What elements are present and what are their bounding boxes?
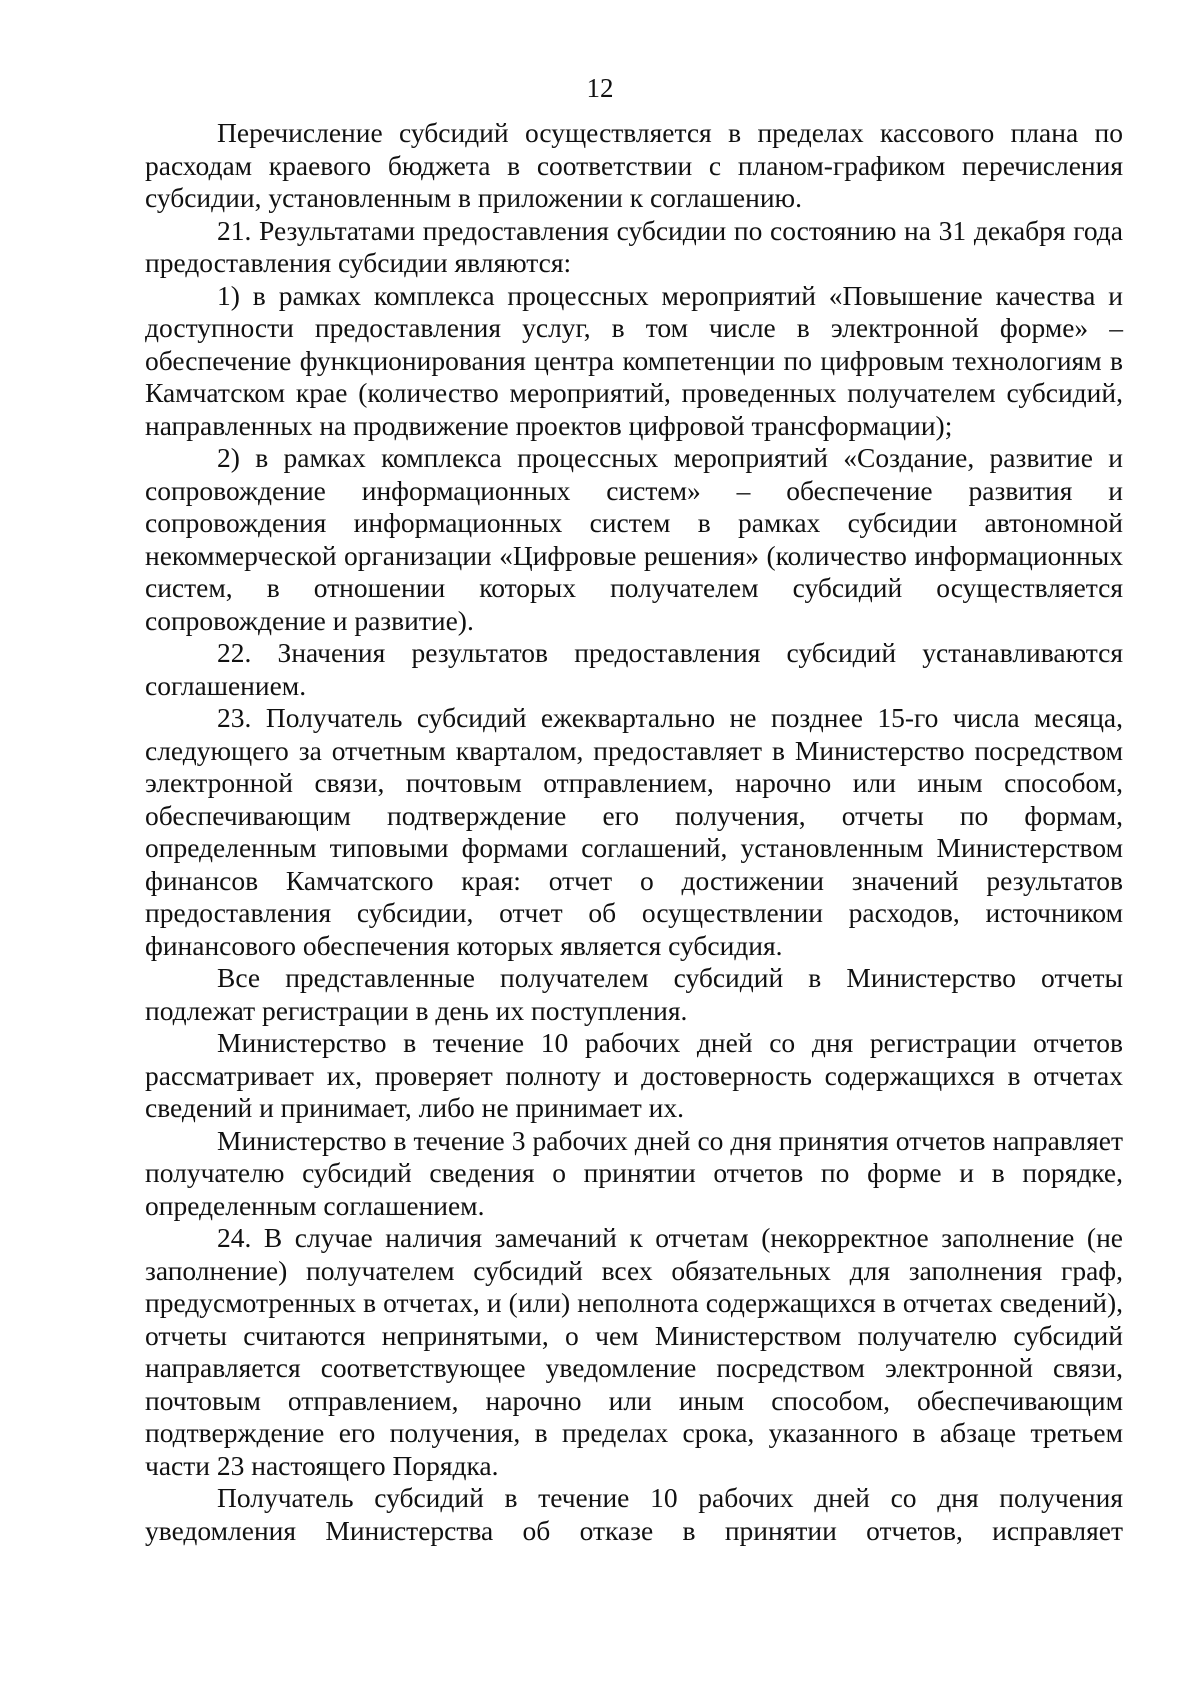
document-body <box>145 117 1123 1547</box>
paragraph-22-values: 22. Значения результатов предоставления субсидий устанавливаются соглашением. <box>145 637 1123 701</box>
paragraph-23-reports: 23. Получатель субсидий ежеквартально не позднее 15-го числа месяца, следующего за отчетным кварталом, предоставляет в Министерство посредством электронной связи, почтовым отправлением, нарочно или иным способом, обеспечивающим подтверждение его получения, отчеты по формам, определенным типовыми формами соглашений, установленным Министерством финансов Камчатского края: отчет о достижении значений результатов предоставления субсидии, отчет об осуществлении расходов, источником финансового обеспечения которых является субсидия. <box>145 702 1123 961</box>
paragraph-23-acceptance: Министерство в течение 3 рабочих дней со дня принятия отчетов направляет получателю субсидий сведения о принятии отчетов по форме и в порядке, определенным соглашением. <box>145 1124 1123 1221</box>
paragraph-transfer-limits: Перечисление субсидий осуществляется в пределах кассового плана по расходам краевого бюджета в соответствии с планом-графиком перечисления субсидии, установленным в приложении к соглашению. <box>145 117 1123 213</box>
paragraph-21-item-2: 2) в рамках комплекса процессных мероприятий «Создание, развитие и сопровождение информационных систем» – обеспечение развития и сопровождения информационных систем в рамках субсидии автономной некоммерческой организации «Цифровые решения» (количество информационных систем, в отношении которых получателем субсидий осуществляется сопровождение и развитие). <box>145 442 1123 636</box>
paragraph-23-registration: Все представленные получателем субсидий в Министерство отчеты подлежат регистрации в день их поступления. <box>145 962 1123 1026</box>
paragraph-21-results: 21. Результатами предоставления субсидии по состоянию на 31 декабря года предоставления субсидии являются: <box>145 214 1123 278</box>
paragraph-24-correction: Получатель субсидий в течение 10 рабочих дней со дня получения уведомления Министерства об отказе в принятии отчетов, исправляет <box>145 1482 1123 1546</box>
paragraph-21-item-1: 1) в рамках комплекса процессных мероприятий «Повышение качества и доступности предоставления услуг, в том числе в электронной форме» – обеспечение функционирования центра компетенции по цифровым технологиям в Камчатском крае (количество мероприятий, проведенных получателем субсидий, направленных на продвижение проектов цифровой трансформации); <box>145 279 1123 441</box>
page-number: 12 <box>586 73 614 103</box>
paragraph-23-review: Министерство в течение 10 рабочих дней со дня регистрации отчетов рассматривает их, проверяет полноту и достоверность содержащихся в отчетах сведений и принимает, либо не принимает их. <box>145 1027 1123 1123</box>
paragraph-24-remarks: 24. В случае наличия замечаний к отчетам (некорректное заполнение (не заполнение) получателем субсидий всех обязательных для заполнения граф, предусмотренных в отчетах, и (или) неполнота содержащихся в отчетах сведений), отчеты считаются непринятыми, о чем Министерством получателю субсидий направляется соответствующее уведомление посредством электронной связи, почтовым отправлением, нарочно или иным способом, обеспечивающим подтверждение его получения, в пределах срока, указанного в абзаце третьем части 23 настоящего Порядка. <box>145 1222 1123 1481</box>
